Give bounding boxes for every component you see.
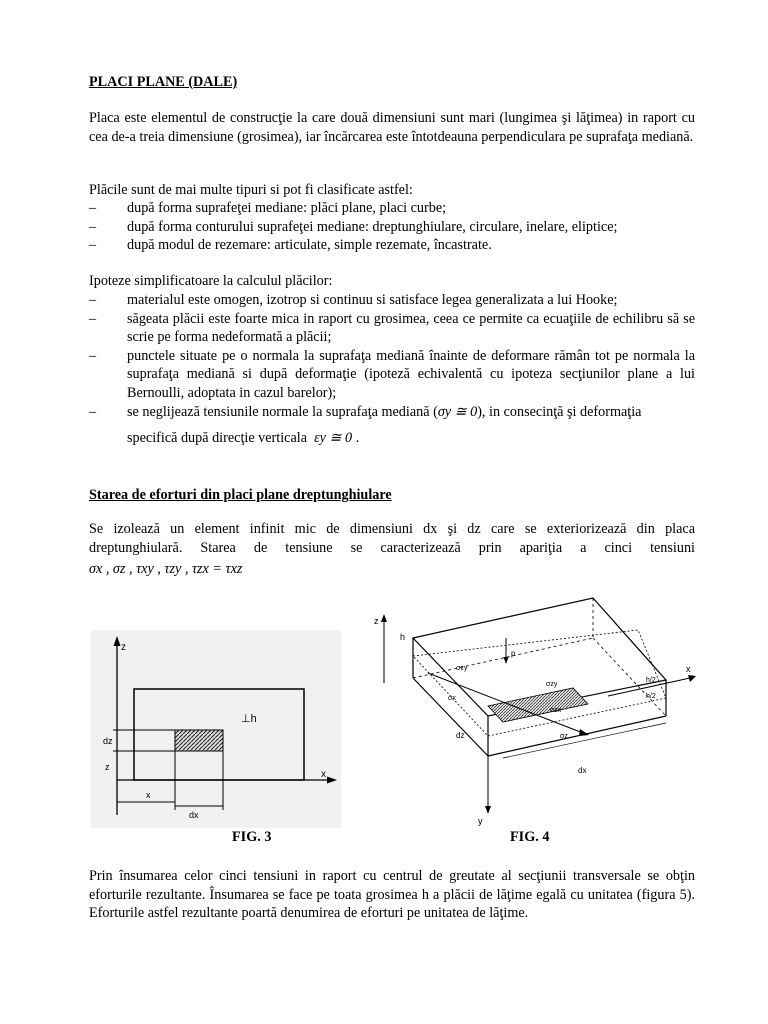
intro-paragraph: Placa este elementul de construcţie la care două dimensiuni sunt mari (lungimea şi lăţimea) in raport cu cea de-a treia dimensiune (grosimea), iar încărcarea este întotdeauna perpendiculara pe suprafaţa mediană. bbox=[89, 110, 695, 145]
fig4-label-p: p bbox=[511, 649, 516, 658]
figure-3 bbox=[91, 630, 341, 828]
fig4-label-h: h bbox=[400, 632, 406, 642]
fig4-label-dz: dz bbox=[456, 731, 465, 740]
stress-paragraph-line2: dreptunghiulară. Starea de tensiune se caracterizează prin apariţia a cinci tensiuni bbox=[89, 540, 695, 556]
resultants-paragraph: Prin însumarea celor cinci tensiuni in raport cu centrul de greutate al secţiunii transversale se obţin eforturile rezultante. Însumarea se face pe toata grosimea h a plăcii de lăţime egală cu unitatea (figura 5). Eforturile astfel rezultante poartă denumirea de eforturi pe unitatea de lăţime. bbox=[89, 868, 695, 921]
section-title-placi-plane: PLACI PLANE (DALE) bbox=[89, 74, 238, 90]
fig3-label-z: z bbox=[121, 642, 126, 653]
fig4-label-sxy: σzy bbox=[456, 665, 468, 672]
fig3-label-h: ⊥h bbox=[241, 713, 257, 725]
fig4-label-x: x bbox=[686, 664, 691, 674]
fig3-label-dz: dz bbox=[103, 736, 113, 746]
list-item: – materialul este omogen, izotrop si continuu si satisface legea generalizata a lui Hooke; bbox=[89, 292, 618, 308]
figure-4 bbox=[368, 588, 703, 828]
list-item: – după modul de rezemare: articulate, simple rezemate, încastrate. bbox=[89, 237, 492, 253]
types-intro: Plăcile sunt de mai multe tipuri si pot fi clasificate astfel: bbox=[89, 182, 413, 198]
list-item: – punctele situate pe o normala la suprafaţa mediană înainte de deformare rămân tot pe normala la suprafaţa mediană si după deformaţie (ipoteză echivalentă cu ipoteza secţiunilor plane a lui Bernoulli, adoptata in cazul barelor); bbox=[89, 347, 695, 401]
fig3-caption: FIG. 3 bbox=[232, 829, 272, 845]
fig4-caption: FIG. 4 bbox=[510, 829, 550, 845]
fig3-label-x-dim: x bbox=[146, 790, 151, 800]
stress-paragraph-line1: Se izolează un element infinit mic de dimensiuni dx şi dz care se exteriorizează din placa bbox=[89, 521, 695, 537]
fig4-label-z: z bbox=[374, 616, 379, 626]
fig4-label-szy: σzy bbox=[546, 681, 558, 688]
fig4-label-sz: σz bbox=[560, 733, 568, 740]
list-item: – după forma suprafeţei mediane: plăci plane, placi curbe; bbox=[89, 200, 447, 216]
list-item: – se neglijează tensiunile normale la suprafaţa mediană (σy ≅ 0), in consecinţă şi deformaţia specifică după direcţie verticala εy ≅ 0 . bbox=[89, 404, 642, 446]
hypotheses-list bbox=[89, 291, 695, 448]
fig4-label-h2a: h/2 bbox=[646, 677, 656, 684]
fig4-label-szx: σzx bbox=[550, 707, 562, 714]
fig3-label-x: x bbox=[321, 769, 326, 780]
fig3-label-dx: dx bbox=[189, 810, 199, 820]
fig3-label-z-dim: z bbox=[105, 762, 110, 772]
list-item: – după forma conturului suprafeţei mediane: dreptunghiulare, circulare, inelare, eliptice; bbox=[89, 218, 618, 235]
fig4-label-sx: σx bbox=[448, 695, 456, 702]
fig4-label-y: y bbox=[478, 816, 483, 826]
types-list bbox=[89, 199, 695, 255]
list-item: – săgeata plăcii este foarte mica in raport cu grosimea, ceea ce permite ca ecuaţiile de echilibru să se scrie pe forma nedeformată a plăcii; bbox=[89, 310, 695, 345]
fig4-label-dx: dx bbox=[578, 766, 587, 775]
tensions-formula: σx , σz , τxy , τzy , τzx = τxz bbox=[89, 561, 243, 577]
hypotheses-intro: Ipoteze simplificatoare la calculul plăcilor: bbox=[89, 273, 333, 289]
fig4-label-h2b: h/2 bbox=[646, 693, 656, 700]
section-title-starea-de-eforturi: Starea de eforturi din placi plane dreptunghiulare bbox=[89, 487, 392, 503]
